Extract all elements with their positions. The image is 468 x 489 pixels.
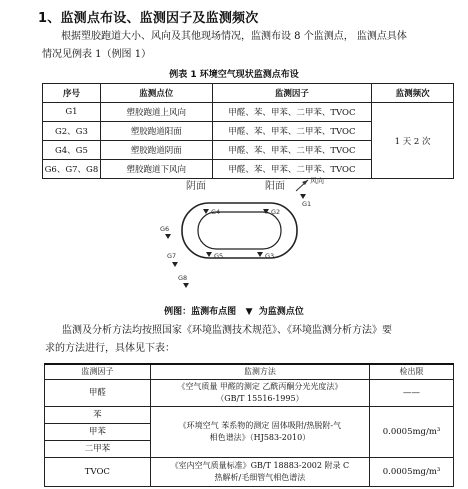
point-g4-label: G4 xyxy=(211,208,221,216)
method-para-line-1: 监测及分析方法均按照国家《环境监测技术规范》、《环境监测分析方法》要 xyxy=(62,325,392,336)
limit-benzene: 0.0005mg/m³ xyxy=(370,407,454,458)
method-para-line-2: 求的方法进行，具体见下表： xyxy=(45,343,175,354)
wind-arrow-icon xyxy=(296,180,308,191)
method-formaldehyde xyxy=(150,380,369,407)
header-frequency: 监测频次 xyxy=(372,84,454,103)
table-row xyxy=(45,380,454,407)
header-location: 监测点位 xyxy=(100,84,212,103)
row-factors: 甲醛、苯、甲苯、二甲苯、TVOC xyxy=(212,160,372,179)
limit-formaldehyde: —— xyxy=(370,380,454,407)
method-benzene-line1: 《环境空气 苯系物的测定 固体吸附/热脱附-气 xyxy=(178,421,342,430)
method-tvoc xyxy=(150,458,369,487)
monitoring-layout-diagram xyxy=(0,170,468,305)
row-location: 塑胶跑道下风向 xyxy=(100,160,212,179)
table-header-row xyxy=(45,364,454,380)
marker-g1-icon xyxy=(300,194,306,199)
method-formaldehyde-line2: （GB/T 15516-1995） xyxy=(216,394,304,403)
method-formaldehyde-line1: 《空气质量 甲醛的测定 乙酰丙酮分光光度法》 xyxy=(177,382,343,391)
method-tvoc-line2: 热解析/毛细管气相色谱法 xyxy=(214,473,306,482)
figure-label: 例图：监测布点图 xyxy=(164,307,237,317)
legend-marker-icon: ▼ xyxy=(245,307,253,317)
marker-g7-icon xyxy=(172,262,178,267)
intro-line-2: 情况见例表 1（例图 1） xyxy=(42,49,152,60)
monitoring-points-table xyxy=(42,83,454,179)
row-location: 塑胶跑道阴面 xyxy=(100,141,212,160)
point-g6-label: G6 xyxy=(160,225,170,233)
shade-label: 阴面 xyxy=(186,181,206,192)
header-id: 序号 xyxy=(43,84,101,103)
table-row xyxy=(43,103,454,122)
row-factors: 甲醛、苯、甲苯、二甲苯、TVOC xyxy=(212,141,372,160)
section-heading: 1、监测点布设、监测因子及监测频次 xyxy=(38,11,259,26)
frequency-cell: 1 天 2 次 xyxy=(372,103,454,179)
point-g2-label: G2 xyxy=(271,208,281,216)
row-location: 塑胶跑道阳面 xyxy=(100,122,212,141)
marker-g6-icon xyxy=(165,234,171,239)
method-benzene xyxy=(150,407,369,458)
point-g7-label: G7 xyxy=(167,252,177,260)
factor-benzene: 苯 xyxy=(45,407,151,424)
point-g1-label: G1 xyxy=(302,200,312,208)
intro-line-1: 根据塑胶跑道大小、风向及其他现场情况，监测布设 8 个监测点， 监测点具体 xyxy=(61,31,407,42)
factor-formaldehyde: 甲醛 xyxy=(45,380,151,407)
sun-label: 阳面 xyxy=(265,181,285,192)
table-row xyxy=(45,458,454,487)
table1-caption: 例表 1 环境空气现状监测点布设 xyxy=(169,70,299,80)
track-inner xyxy=(198,212,281,249)
row-id: G4、G5 xyxy=(43,141,101,160)
limit-tvoc: 0.0005mg/m³ xyxy=(370,458,454,487)
header-factors: 监测因子 xyxy=(212,84,372,103)
header-factor: 监测因子 xyxy=(45,364,151,380)
point-g3-label: G3 xyxy=(265,252,275,260)
point-g8-label: G8 xyxy=(178,274,188,282)
row-id: G1 xyxy=(43,103,101,122)
row-id: G6、G7、G8 xyxy=(43,160,101,179)
method-benzene-line2: 相色谱法》（HJ583-2010） xyxy=(209,433,311,442)
factor-xylene: 二甲苯 xyxy=(45,441,151,458)
point-g5-label: G5 xyxy=(214,252,224,260)
methods-table xyxy=(44,363,454,487)
factor-toluene: 甲苯 xyxy=(45,424,151,441)
marker-g3-icon xyxy=(257,252,263,257)
marker-g5-icon xyxy=(206,252,212,257)
factor-tvoc: TVOC xyxy=(45,458,151,487)
figure-legend xyxy=(0,304,468,317)
row-factors: 甲醛、苯、甲苯、二甲苯、TVOC xyxy=(212,122,372,141)
row-location: 塑胶跑道上风向 xyxy=(100,103,212,122)
wind-label: 风向 xyxy=(310,177,324,185)
header-limit: 检出限 xyxy=(370,364,454,380)
row-factors: 甲醛、苯、甲苯、二甲苯、TVOC xyxy=(212,103,372,122)
table-header-row xyxy=(43,84,454,103)
header-method: 监测方法 xyxy=(150,364,369,380)
marker-g8-icon xyxy=(183,283,189,288)
table-row xyxy=(45,407,454,424)
row-id: G2、G3 xyxy=(43,122,101,141)
method-tvoc-line1: 《室内空气质量标准》GB/T 18883-2002 附录 C xyxy=(170,461,350,470)
legend-marker-text: 为监测点位 xyxy=(258,307,304,317)
